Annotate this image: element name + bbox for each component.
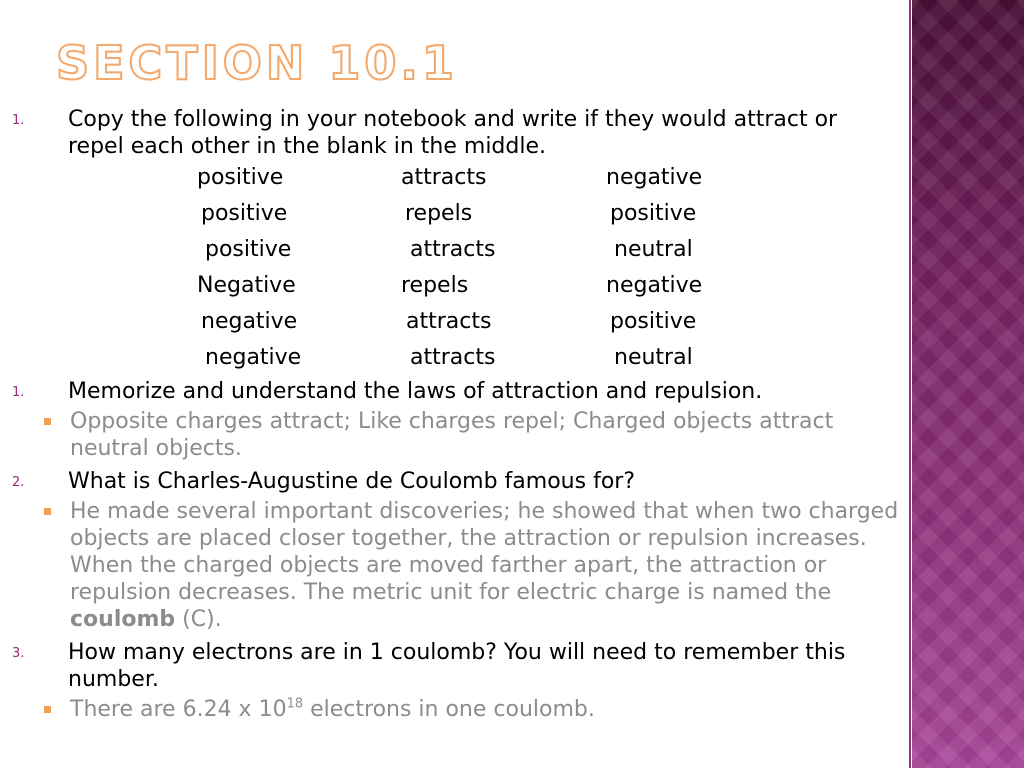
charge-pair-left: positive — [197, 165, 284, 190]
charge-pair-left: positive — [205, 237, 292, 262]
charge-pair-left: Negative — [197, 273, 296, 298]
charge-pair-left: negative — [201, 309, 298, 334]
charge-pair-left: positive — [201, 201, 288, 226]
charge-pair-row — [0, 234, 906, 270]
answer-text-part: electrons in one coulomb. — [303, 697, 595, 722]
charge-pair-middle: repels — [401, 273, 469, 298]
charge-pair-right: negative — [606, 273, 703, 298]
charge-pair-row — [0, 198, 906, 234]
question-number: 1. — [12, 113, 25, 128]
question-4 — [0, 639, 906, 693]
question-text: How many electrons are in 1 coulomb? You will need to remember this number. — [68, 640, 846, 692]
bullet-icon — [44, 706, 51, 713]
decorative-side-panel — [912, 0, 1024, 768]
question-text: Memorize and understand the laws of attraction and repulsion. — [68, 379, 763, 404]
charge-pair-right: neutral — [614, 237, 693, 262]
charge-pair-right: neutral — [614, 345, 693, 370]
question-number: 3. — [12, 646, 25, 661]
charge-pair-middle: attracts — [401, 165, 487, 190]
charge-pair-right: positive — [610, 201, 697, 226]
bullet-icon — [44, 508, 51, 515]
electron-count-value: 6.24 — [182, 697, 232, 722]
answer-text — [70, 498, 902, 633]
charge-pair-right: negative — [606, 165, 703, 190]
charge-pair-right: positive — [610, 309, 697, 334]
charge-pair-middle: attracts — [406, 309, 492, 334]
charge-pair-middle: repels — [405, 201, 473, 226]
question-3 — [0, 468, 906, 495]
charge-pair-row — [0, 162, 906, 198]
answer-text: Opposite charges attract; Like charges repel; Charged objects attract neutral objects. — [70, 409, 834, 461]
slide-title: SECTION 10.1 — [56, 36, 458, 90]
answer-text — [70, 696, 902, 723]
answer-text-part: (C). — [175, 607, 222, 632]
answer-2 — [0, 408, 906, 462]
question-text: Copy the following in your notebook and write if they would attract or repel each other in the blank in the middle. — [68, 107, 838, 159]
slide-content — [0, 106, 906, 723]
charge-pair-middle: attracts — [410, 345, 496, 370]
question-number: 1. — [12, 385, 25, 400]
charge-pair-row — [0, 306, 906, 342]
answer-text-part: There are — [70, 697, 183, 722]
charge-pairs-table — [0, 162, 906, 378]
question-2 — [0, 378, 906, 405]
question-number: 2. — [12, 475, 25, 490]
charge-pair-middle: attracts — [410, 237, 496, 262]
answer-4 — [0, 696, 906, 723]
answer-text-part: He made several important discoveries; he showed that when two charged objects are placed closer together, the attraction or repulsion increases. When the charged objects are moved farther apart, the attraction or repulsion decreases. The metric unit for electric charge is named the — [70, 499, 899, 605]
question-text: What is Charles-Augustine de Coulomb famous for? — [68, 469, 635, 494]
charge-pair-row — [0, 342, 906, 378]
charge-pair-row — [0, 270, 906, 306]
answer-text-part: x 10 — [231, 697, 287, 722]
answer-3 — [0, 498, 906, 633]
question-1 — [0, 106, 906, 160]
bullet-icon — [44, 418, 51, 425]
charge-pair-left: negative — [205, 345, 302, 370]
side-panel-border — [909, 0, 911, 768]
coulomb-term: coulomb — [70, 607, 176, 632]
exponent: 18 — [286, 696, 304, 712]
